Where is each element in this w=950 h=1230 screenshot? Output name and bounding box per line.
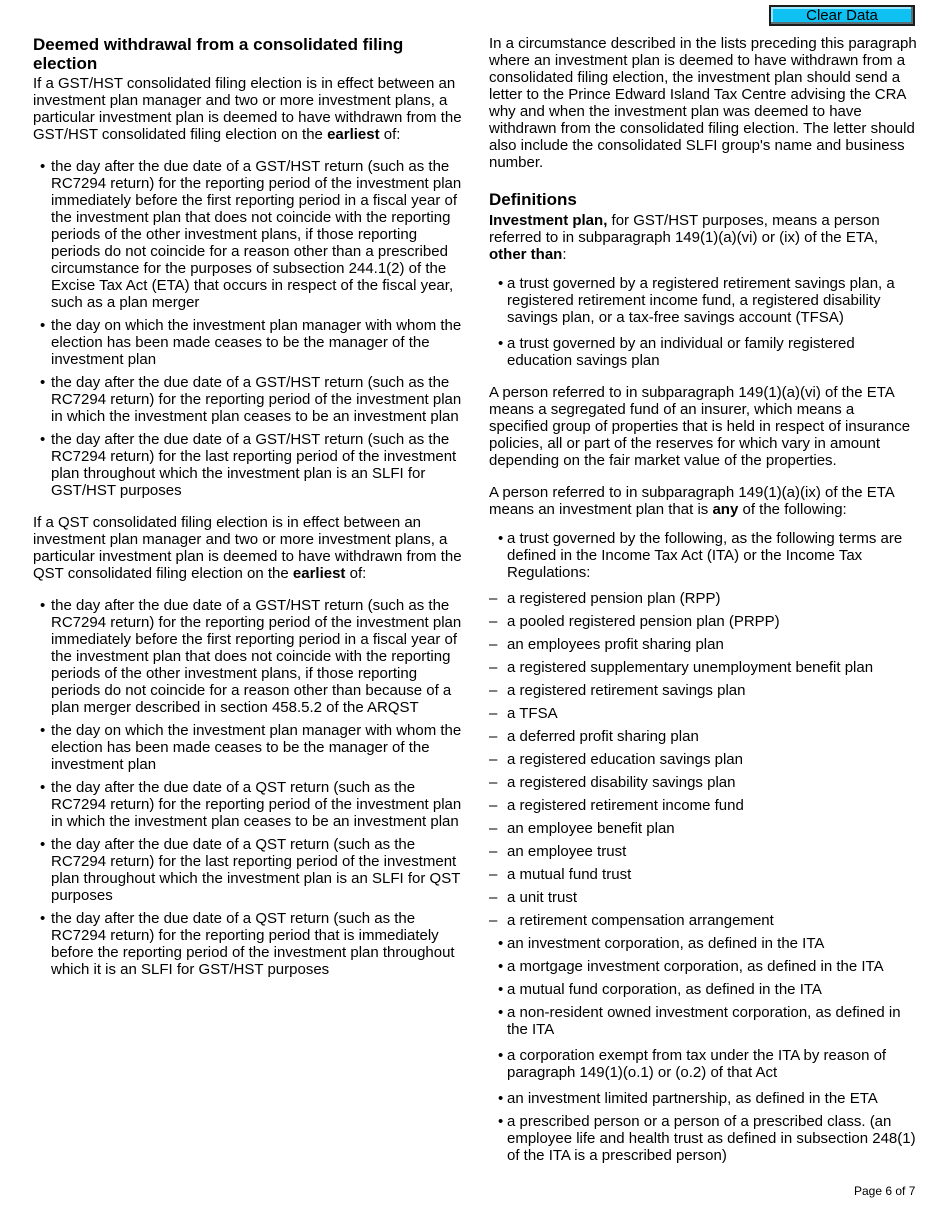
other-than-emphasis: other than [489, 246, 563, 263]
list-item: – a registered supplementary unemployment benefit plan [489, 659, 917, 676]
list-item: • an investment corporation, as defined in the ITA [489, 935, 917, 952]
list-item: • the day after the due date of a QST return (such as the RC7294 return) for the last reporting period of the investment plan throughout which the investment plan is an SLFI for QST purposes [33, 836, 463, 904]
list-item: • the day on which the investment plan manager with whom the election has been made ceases to be the manager of the investment plan [33, 317, 463, 368]
list-item: • the day after the due date of a QST return (such as the RC7294 return) for the reporting period of the investment plan in which the investment plan ceases to be an investment plan [33, 779, 463, 830]
list-item: • an investment limited partnership, as defined in the ETA [489, 1090, 917, 1107]
list-item: • the day after the due date of a GST/HST return (such as the RC7294 return) for the reporting period of the investment plan immediately before the first reporting period in a fiscal year of the investment plan that does not coincide with the reporting periods of the other investment plans, if those reporting periods do not coincide for a reason other than because of a plan merger described in section 458.5.2 of the ARQST [33, 597, 463, 716]
gst-withdrawal-list [33, 158, 463, 499]
gst-earliest-emphasis: earliest [327, 126, 380, 143]
gst-intro-paragraph: If a GST/HST consolidated filing election is in effect between an investment plan manager and two or more investment plans, a particular investment plan is deemed to have withdrawn from the GST/HST consolidated filing election on the earliest of: [33, 75, 462, 143]
list-item: – a mutual fund trust [489, 866, 917, 883]
investment-plan-term: Investment plan, [489, 212, 608, 229]
any-emphasis: any [712, 501, 739, 518]
other-investment-plans-list [489, 935, 917, 1164]
definitions-heading: Definitions [489, 190, 577, 209]
list-item: • a corporation exempt from tax under the ITA by reason of paragraph 149(1)(o.1) or (o.2) of that Act [489, 1047, 917, 1081]
page-number: Page 6 of 7 [854, 1184, 916, 1198]
investment-plan-ix-paragraph: A person referred to in subparagraph 149(1)(a)(ix) of the ETA means an investment plan that is any of the following: [489, 484, 894, 518]
list-item: • a prescribed person or a person of a prescribed class. (an employee life and health trust as defined in subsection 248(1) of the ITA is a prescribed person) [489, 1113, 917, 1164]
right-column [489, 35, 917, 1170]
list-item: • the day on which the investment plan manager with whom the election has been made ceases to be the manager of the investment plan [33, 722, 463, 773]
list-item: • a trust governed by an individual or family registered education savings plan [489, 335, 917, 369]
list-item: • the day after the due date of a GST/HST return (such as the RC7294 return) for the reporting period of the investment plan in which the investment plan ceases to be an investment plan [33, 374, 463, 425]
list-item: – an employee trust [489, 843, 917, 860]
qst-earliest-emphasis: earliest [292, 565, 346, 582]
segregated-fund-paragraph: A person referred to in subparagraph 149(1)(a)(vi) of the ETA means a segregated fund of an insurer, which means a specified group of properties that is held in respect of insurance policies, all or part of the reserves for which vary in amount depending on the fair market value of the properties. [489, 384, 911, 469]
list-item: – a pooled registered pension plan (PRPP) [489, 613, 917, 630]
list-item: • a non-resident owned investment corporation, as defined in the ITA [489, 1004, 917, 1038]
list-item: – a TFSA [489, 705, 917, 722]
list-item: – a unit trust [489, 889, 917, 906]
list-item: • the day after the due date of a GST/HST return (such as the RC7294 return) for the reporting period of the investment plan immediately before the first reporting period in a fiscal year of the investment plan that does not coincide with the reporting periods of the other investment plans, if those reporting periods do not coincide for a reason other than a prescribed circumstance for the purposes of subsection 244.1(2) of the Excise Tax Act (ETA) that occurs in respect of the fiscal year, such as a plan merger [33, 158, 463, 311]
clear-data-button[interactable]: Clear Data [769, 5, 915, 26]
left-column [33, 35, 463, 993]
list-item: – a registered disability savings plan [489, 774, 917, 791]
list-item: • a trust governed by the following, as the following terms are defined in the Income Tax Act (ITA) or the Income Tax Regulations: [489, 530, 917, 581]
list-item: – an employee benefit plan [489, 820, 917, 837]
list-item: • a trust governed by a registered retirement savings plan, a registered retirement income fund, a registered disability savings plan, or a tax-free savings account (TFSA) [489, 275, 917, 326]
section-title-deemed-withdrawal: Deemed withdrawal from a consolidated filing election [33, 35, 404, 73]
list-item: • a mortgage investment corporation, as defined in the ITA [489, 958, 917, 975]
list-item: • the day after the due date of a GST/HST return (such as the RC7294 return) for the last reporting period of the investment plan throughout which the investment plan is an SLFI for GST/HST purposes [33, 431, 463, 499]
other-than-list [489, 275, 917, 369]
list-item: – a retirement compensation arrangement [489, 912, 917, 929]
trust-types-list [489, 590, 917, 929]
list-item: • a mutual fund corporation, as defined in the ITA [489, 981, 917, 998]
list-item: – a deferred profit sharing plan [489, 728, 917, 745]
qst-intro-paragraph: If a QST consolidated filing election is in effect between an investment plan manager and two or more investment plans, a particular investment plan is deemed to have withdrawn from the QST consolidated filing election on the earliest of: [33, 514, 462, 582]
investment-plan-types-list [489, 530, 917, 581]
qst-withdrawal-list [33, 597, 463, 978]
list-item: – a registered pension plan (RPP) [489, 590, 917, 607]
list-item: – a registered education savings plan [489, 751, 917, 768]
list-item: – a registered retirement income fund [489, 797, 917, 814]
list-item: – an employees profit sharing plan [489, 636, 917, 653]
investment-plan-definition: Investment plan, for GST/HST purposes, means a person referred to in subparagraph 149(1)(a)(vi) or (ix) of the ETA, other than: [489, 212, 880, 263]
letter-instruction-paragraph: In a circumstance described in the lists preceding this paragraph where an investment plan is deemed to have withdrawn from a consolidated filing election, the investment plan should send a letter to the Prince Edward Island Tax Centre advising the CRA why and when the investment plan was deemed to have withdrawn from the consolidated filing election. The letter should also include the consolidated SLFI group's name and business number. [489, 35, 917, 171]
list-item: • the day after the due date of a QST return (such as the RC7294 return) for the reporting period that is immediately before the reporting period of the investment plan throughout which it is an SLFI for GST/HST purposes [33, 910, 463, 978]
list-item: – a registered retirement savings plan [489, 682, 917, 699]
